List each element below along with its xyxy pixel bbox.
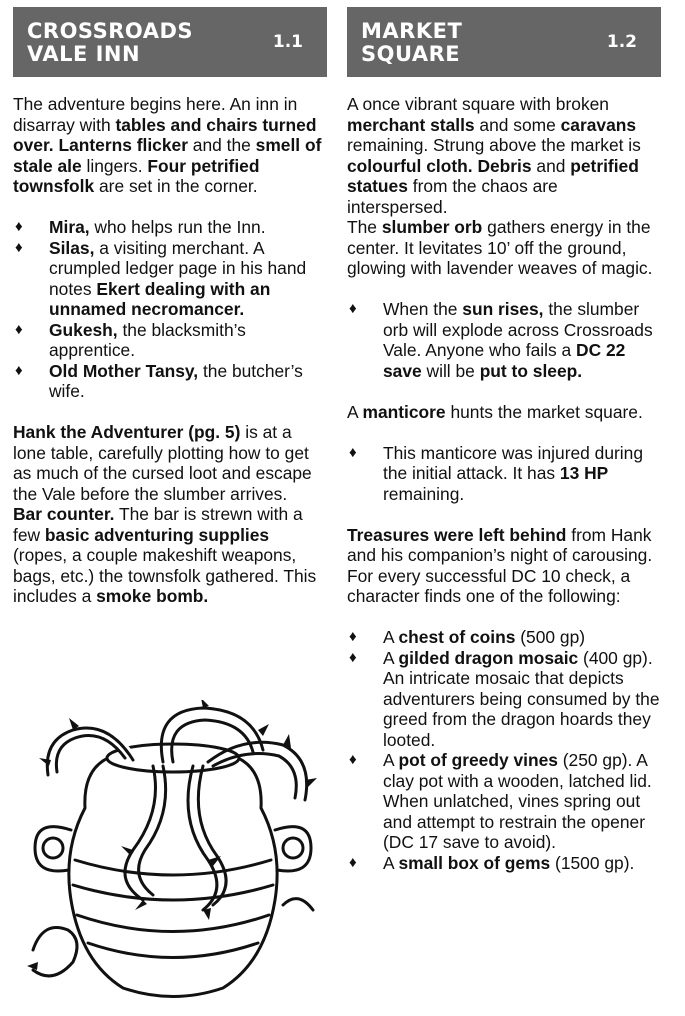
bold-text: gilded dragon mosaic — [398, 647, 579, 668]
bold-text: Gukesh, — [49, 319, 118, 340]
diamond-bullet-icon: ♦ — [349, 300, 357, 317]
diamond-bullet-icon: ♦ — [15, 361, 23, 379]
treasure-item — [347, 853, 661, 874]
text-run: and some — [474, 114, 561, 135]
text-run: a visiting merchant. A crumpled ledger page in his hand notes — [49, 237, 307, 299]
townsfolk-list — [13, 217, 327, 402]
section-number: 1.1 — [272, 32, 303, 52]
treasure-item — [347, 627, 661, 648]
bold-text: Debris — [477, 155, 532, 176]
bold-text: DC 22 save — [383, 340, 626, 381]
section-title: MARKET SQUARE — [361, 19, 463, 66]
bold-text: Bar counter. — [13, 504, 115, 524]
text-run: are set in the corner. — [94, 176, 258, 196]
text-run: This manticore was injured during the initial attack. It has — [383, 442, 644, 483]
manticore-list — [347, 443, 661, 505]
text-run: from Hank and his companion’s night of carousing. For every successful DC 10 check, a character finds one of the following: — [347, 524, 653, 606]
diamond-bullet-icon: ♦ — [349, 648, 357, 666]
text-run: and — [531, 155, 571, 176]
text-run: (250 gp). A clay pot with a wooden, latched lid. When unlatched, vines spring out and attempt to restrain the opener (DC 17 save to avoid). — [383, 750, 652, 852]
diamond-bullet-icon: ♦ — [349, 443, 357, 461]
bold-text: Hank the Adventurer (pg. 5) — [13, 422, 241, 442]
bold-text: slumber orb — [381, 217, 483, 237]
text-run: hunts the market square. — [445, 401, 643, 422]
text-run: the butcher’s wife. — [49, 360, 303, 401]
bold-text: chest of coins — [398, 627, 516, 647]
townsfolk-item — [13, 361, 327, 402]
treasures-intro-paragraph — [347, 525, 661, 607]
text-run: from the chaos are interspersed. — [347, 176, 558, 217]
text-run: lingers. — [81, 155, 148, 176]
sunrise-item — [347, 299, 661, 381]
text-run: (400 gp). An intricate mosaic that depicts adventurers being consumed by the greed from the dragon hoards they looted. — [383, 647, 660, 750]
section-market-square — [347, 7, 661, 873]
text-run: remaining. — [383, 483, 465, 504]
bold-text: small box of gems — [398, 852, 551, 873]
text-run: gathers energy in the center. It levitates 10’ off the ground, glowing with lavender weaves of magic. — [347, 217, 653, 278]
treasure-item — [347, 648, 661, 751]
bold-text: manticore — [362, 401, 446, 422]
slumber-orb-paragraph — [347, 217, 661, 279]
diamond-bullet-icon: ♦ — [349, 853, 357, 871]
bold-text: petrified statues — [347, 155, 639, 196]
bold-text: smell of stale ale — [13, 135, 322, 176]
section-header — [13, 7, 327, 77]
bold-text: put to sleep. — [479, 360, 583, 381]
text-run: who helps run the Inn. — [89, 217, 266, 237]
text-run: (ropes, a couple makeshift weapons, bags, etc.) the townsfolk gathered. This includes a — [13, 545, 317, 606]
manticore-paragraph — [347, 402, 661, 423]
text-run: is at a lone table, carefully plotting how to get as much of the cursed loot and escape the Vale before the slumber arrives. — [13, 422, 312, 504]
bold-text: sun rises, — [462, 299, 544, 319]
section-crossroads-vale-inn — [13, 7, 327, 607]
section-title: CROSSROADS VALE INN — [27, 19, 194, 66]
bold-text: Old Mother Tansy, — [49, 360, 199, 381]
text-run: A — [383, 647, 399, 668]
text-run: A — [383, 852, 399, 873]
manticore-item — [347, 443, 661, 505]
bold-text: Silas, — [49, 237, 95, 258]
text-run: remaining. Strung above the market is — [347, 135, 641, 155]
text-run: the blacksmith’s apprentice. — [49, 319, 246, 360]
bold-text: merchant stalls — [347, 114, 475, 135]
diamond-bullet-icon: ♦ — [15, 320, 23, 338]
bold-text: tables and chairs turned over. — [13, 114, 317, 155]
townsfolk-item — [13, 320, 327, 361]
text-run: the slumber orb will explode across Crossroads Vale. Anyone who fails a — [383, 299, 653, 360]
bold-text: Four petrified townsfolk — [13, 155, 260, 196]
market-intro-paragraph — [347, 94, 661, 217]
text-run: The bar is strewn with a few — [13, 504, 303, 545]
bold-text: smoke bomb. — [96, 586, 209, 606]
bold-text: 13 HP — [559, 463, 609, 483]
bold-text: Lanterns flicker — [58, 135, 188, 155]
treasure-item — [347, 750, 661, 853]
section-header — [347, 7, 661, 77]
text-run: A — [383, 750, 399, 770]
pot-of-greedy-vines-illustration — [13, 700, 331, 1008]
diamond-bullet-icon: ♦ — [15, 218, 23, 235]
townsfolk-item — [13, 238, 327, 320]
sunrise-list — [347, 299, 661, 381]
bold-text: Treasures were left behind — [347, 524, 567, 545]
diamond-bullet-icon: ♦ — [349, 628, 357, 645]
bold-text: pot of greedy vines — [398, 750, 558, 770]
text-run: (500 gp) — [515, 627, 586, 647]
townsfolk-item — [13, 217, 327, 238]
text-run: The adventure begins here. An inn in disarray with — [13, 94, 298, 135]
hank-paragraph — [13, 422, 327, 504]
bold-text: Ekert dealing with an unnamed necromancer. — [49, 278, 271, 319]
inn-intro-paragraph — [13, 94, 327, 197]
bold-text: Mira, — [49, 217, 90, 237]
diamond-bullet-icon: ♦ — [349, 751, 357, 768]
bold-text: basic adventuring supplies — [44, 524, 270, 545]
section-number: 1.2 — [606, 32, 637, 52]
diamond-bullet-icon: ♦ — [15, 238, 23, 256]
bold-text: caravans — [560, 114, 637, 135]
text-run: A — [347, 401, 363, 422]
text-run: The — [347, 217, 382, 237]
text-run: and the — [187, 135, 256, 155]
text-run: (1500 gp). — [550, 852, 635, 873]
bar-counter-paragraph — [13, 504, 327, 607]
text-run: A once vibrant square with broken — [347, 94, 609, 114]
bold-text: colourful cloth. — [347, 155, 473, 176]
text-run: A — [383, 627, 399, 647]
text-run: will be — [421, 360, 480, 381]
text-run: When the — [383, 299, 463, 319]
treasure-list — [347, 627, 661, 873]
